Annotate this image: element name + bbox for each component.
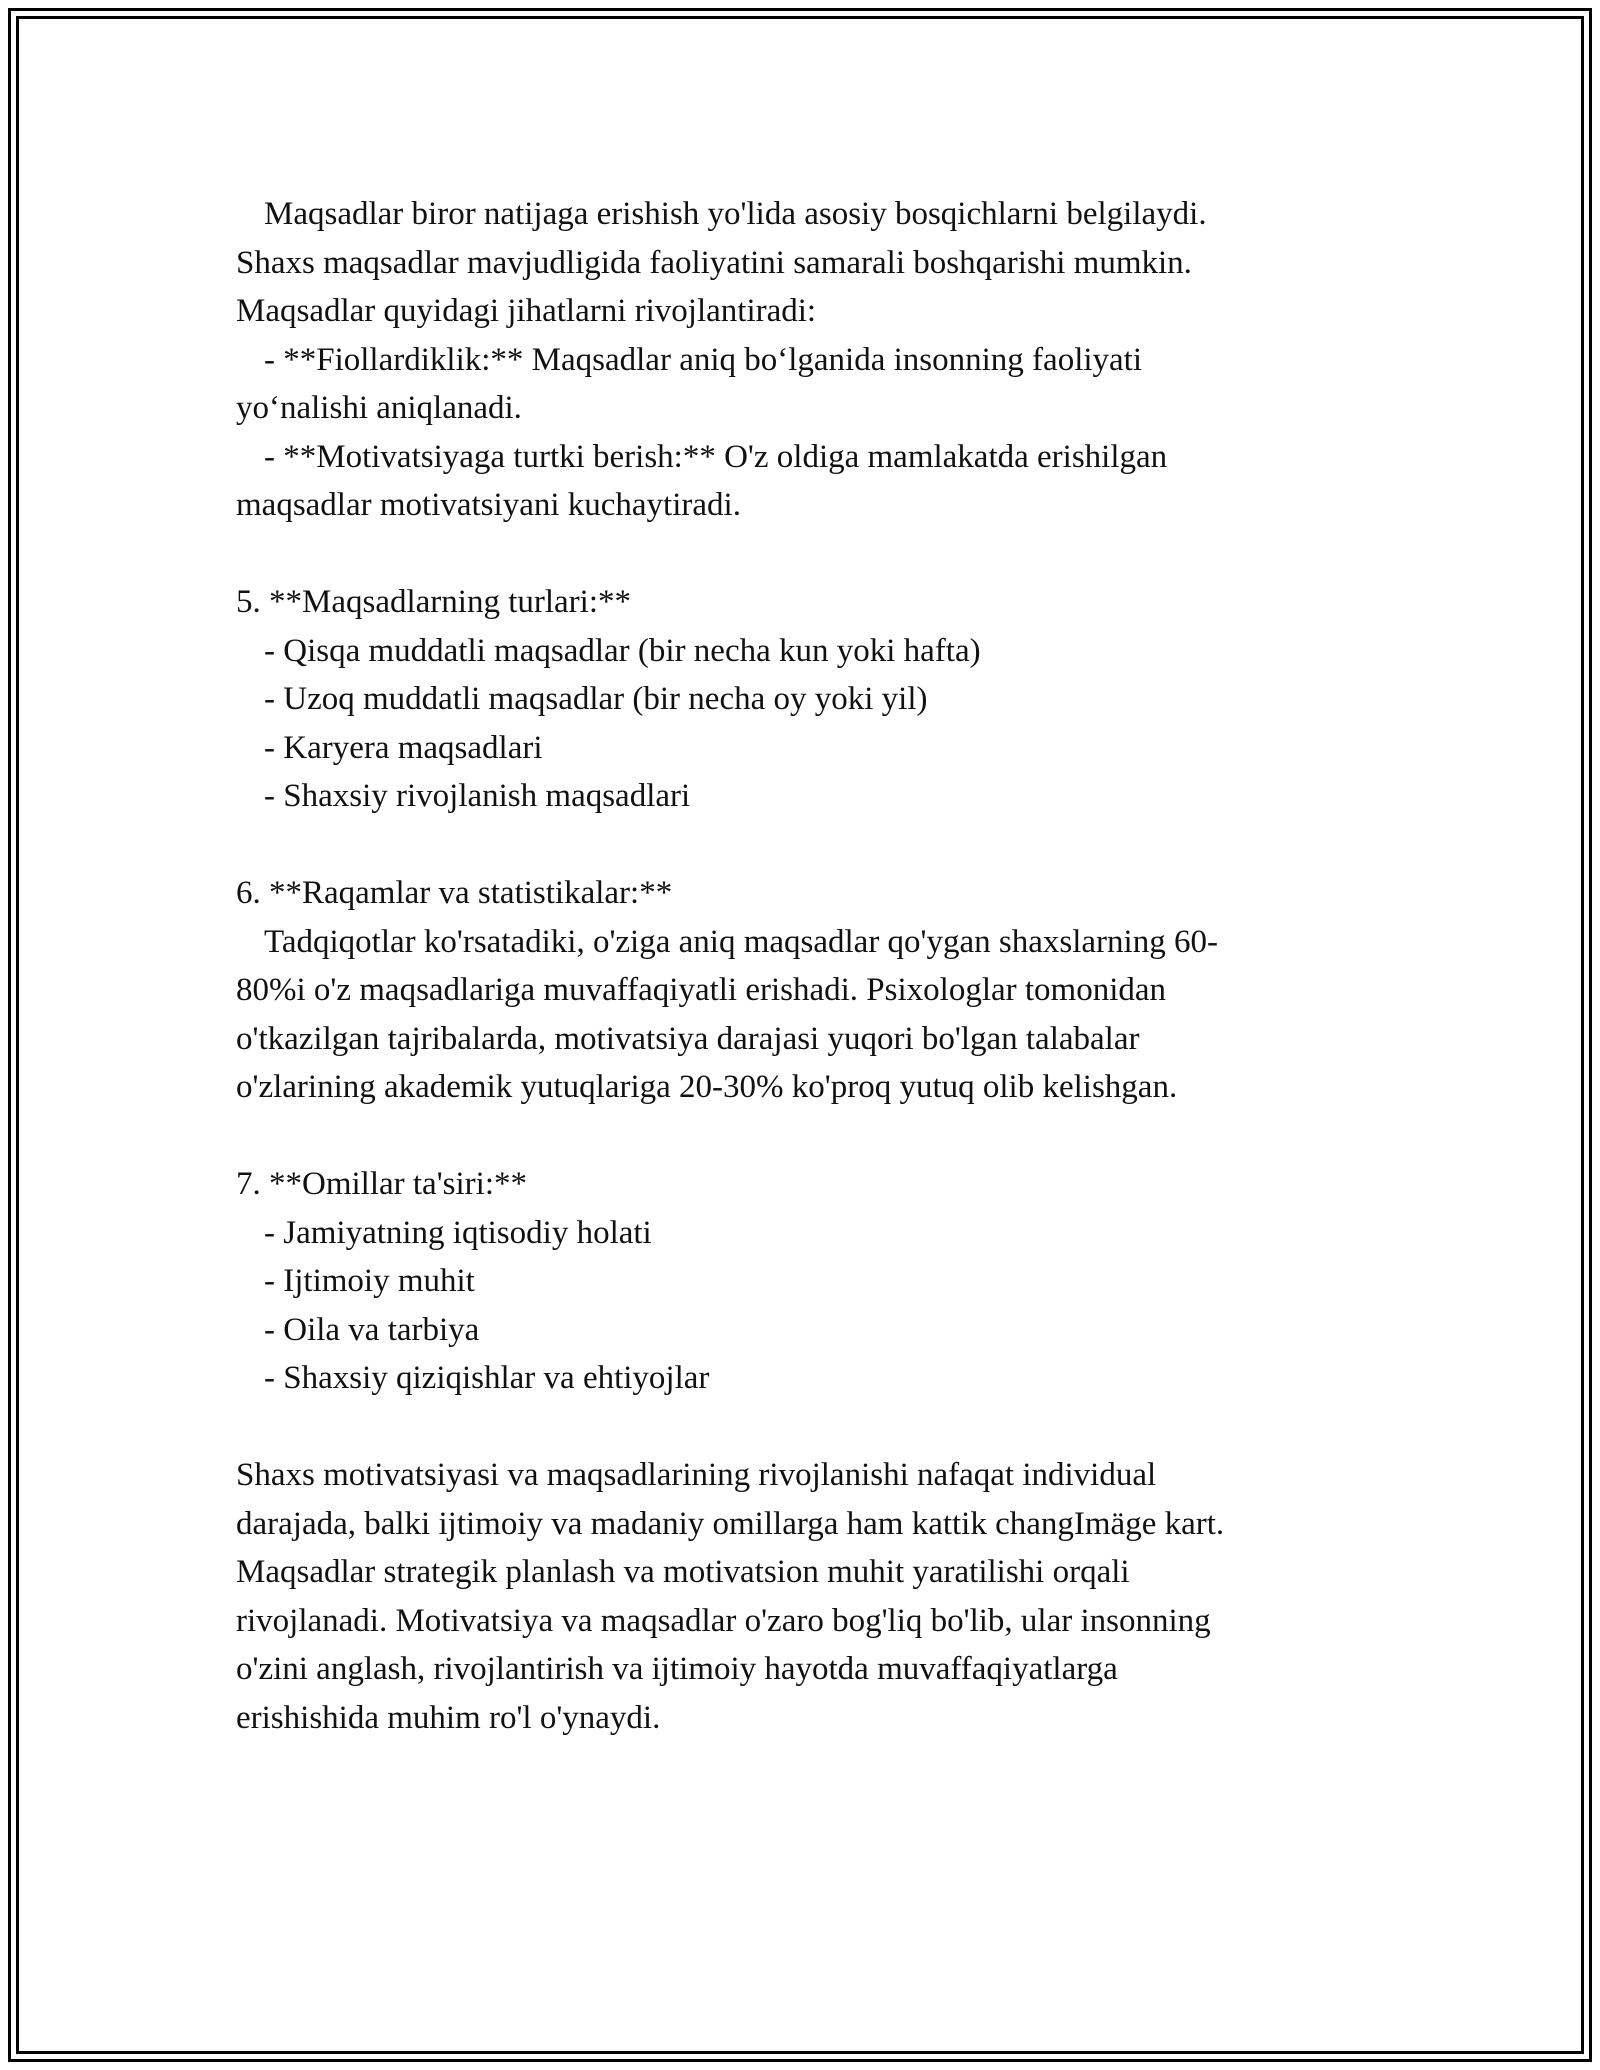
text-line: Tadqiqotlar ko'rsatadiki, o'ziga aniq maqsadlar qo'ygan shaxslarning 60- xyxy=(264,923,1218,960)
document-body xyxy=(236,190,1356,1742)
list-item: - Uzoq muddatli maqsadlar (bir necha oy yoki yil) xyxy=(264,681,928,717)
text-line: o'zini anglash, rivojlantirish va ijtimoiy hayotda muvaffaqiyatlarga xyxy=(236,1651,1118,1687)
text-line: Shaxs maqsadlar mavjudligida faoliyatini samarali boshqarishi mumkin. xyxy=(236,244,1192,281)
section-heading: 5. **Maqsadlarning turlari:** xyxy=(236,584,632,620)
blank-line xyxy=(236,1403,1356,1452)
list-item: - Oila va tarbiya xyxy=(264,1311,480,1348)
text-line: Maqsadlar strategik planlash va motivatsion muhit yaratilishi orqali xyxy=(236,1554,1130,1590)
text-line: erishishida muhim ro'l o'ynaydi. xyxy=(236,1699,661,1736)
text-line: o'tkazilgan tajribalarda, motivatsiya darajasi yuqori bo'lgan talabalar xyxy=(236,1020,1140,1057)
list-item: - Karyera maqsadlari xyxy=(264,729,543,766)
list-item: - Shaxsiy rivojlanish maqsadlari xyxy=(264,778,691,814)
section-heading: 6. **Raqamlar va statistikalar:** xyxy=(236,875,673,911)
blank-line xyxy=(236,530,1356,579)
text-line: darajada, balki ijtimoiy va madaniy omillarga ham kattik changImäge kart. xyxy=(236,1505,1225,1542)
blank-line xyxy=(236,821,1356,870)
text-line: Shaxs motivatsiyasi va maqsadlarining rivojlanishi nafaqat individual xyxy=(236,1457,1157,1493)
list-item: - Jamiyatning iqtisodiy holati xyxy=(264,1214,652,1251)
blank-line xyxy=(236,1112,1356,1161)
text-line: maqsadlar motivatsiyani kuchaytiradi. xyxy=(236,487,741,523)
list-item: - Shaxsiy qiziqishlar va ehtiyojlar xyxy=(264,1360,710,1396)
list-item: - **Motivatsiyaga turtki berish:** O'z oldiga mamlakatda erishilgan xyxy=(264,438,1168,475)
text-line: Maqsadlar quyidagi jihatlarni rivojlantiradi: xyxy=(236,293,817,329)
list-item: - Ijtimoiy muhit xyxy=(264,1263,475,1299)
section-heading: 7. **Omillar ta'siri:** xyxy=(236,1166,527,1202)
list-item: - **Fiollardiklik:** Maqsadlar aniq boʻlganida insonning faoliyati xyxy=(264,341,1143,378)
text-line: o'zlarining akademik yutuqlariga 20-30% ko'proq yutuq olib kelishgan. xyxy=(236,1069,1178,1105)
text-line: yoʻnalishi aniqlanadi. xyxy=(236,390,522,426)
text-line: rivojlanadi. Motivatsiya va maqsadlar o'zaro bog'liq bo'lib, ular insonning xyxy=(236,1602,1211,1639)
text-line: Maqsadlar biror natijaga erishish yo'lida asosiy bosqichlarni belgilaydi. xyxy=(264,196,1207,232)
text-line: 80%i o'z maqsadlariga muvaffaqiyatli erishadi. Psixologlar tomonidan xyxy=(236,972,1167,1008)
list-item: - Qisqa muddatli maqsadlar (bir necha kun yoki hafta) xyxy=(264,632,981,669)
